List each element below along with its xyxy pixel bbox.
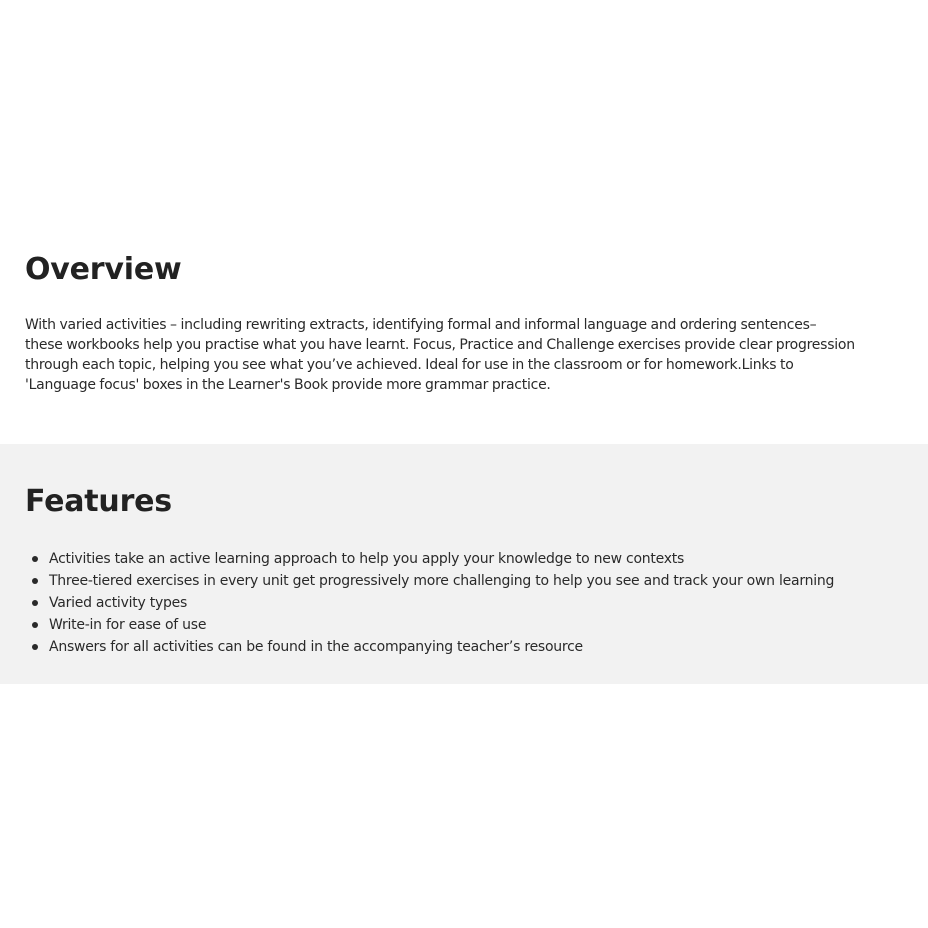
overview-heading: Overview (25, 252, 182, 287)
features-list (25, 548, 905, 658)
feature-item: Write-in for ease of use (25, 614, 905, 636)
feature-item: Varied activity types (25, 592, 905, 614)
features-heading: Features (25, 484, 172, 519)
overview-body: With varied activities – including rewriting extracts, identifying formal and informal language and ordering sentences– these workbooks help you practise what you have learnt. Focus, Practice and Challenge exercises provide clear progression through each topic, helping you see what you’ve achieved. Ideal for use in the classroom or for homework.Links to 'Language focus' boxes in the Learner's Book provide more grammar practice. (25, 317, 855, 393)
overview-section (0, 250, 928, 395)
feature-item: Three-tiered exercises in every unit get progressively more challenging to help you see and track your own learning (25, 570, 905, 592)
feature-item: Activities take an active learning approach to help you apply your knowledge to new contexts (25, 548, 905, 570)
feature-item: Answers for all activities can be found in the accompanying teacher’s resource (25, 636, 905, 658)
features-section (0, 444, 928, 684)
